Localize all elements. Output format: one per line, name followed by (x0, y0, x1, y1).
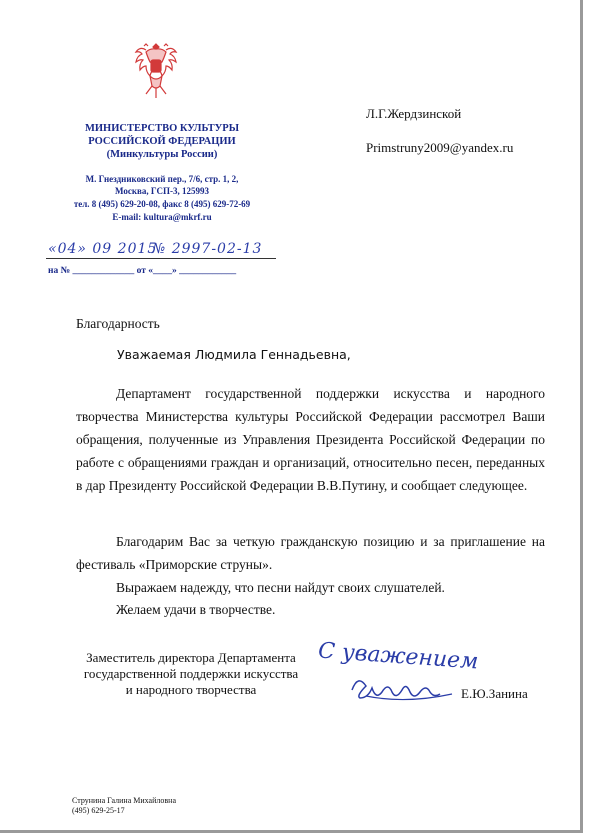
letter-date: «04» 09 2015 (48, 241, 158, 257)
signer-title-line1: Заместитель директора Департамента (86, 650, 296, 665)
ministry-phone-fax: тел. 8 (495) 629-20-08, факс 8 (495) 629-72-69 (73, 199, 251, 209)
salutation: Уважаемая Людмила Геннадьевна, (117, 347, 351, 362)
handwritten-regards: С уважением (317, 638, 480, 675)
executor-name: Струнина Галина Михайловна (72, 796, 176, 805)
executor-phone: (495) 629-25-17 (72, 806, 125, 815)
date-underline (46, 258, 276, 259)
executor-info (72, 796, 176, 816)
ministry-name-line2: РОССИЙСКОЙ ФЕДЕРАЦИИ (88, 136, 236, 147)
coat-of-arms-icon (132, 40, 180, 102)
reference-line: на № _____________ от «____» ____________ (48, 266, 237, 276)
ministry-email: E-mail: kultura@mkrf.ru (112, 212, 212, 222)
ministry-address-line1: М. Гнездниковский пер., 7/6, стр. 1, 2, (85, 174, 239, 184)
paragraph-2: Благодарим Вас за четкую гражданскую позицию и за приглашение на фестиваль «Приморские струны». (76, 534, 545, 572)
signer-title (76, 650, 306, 698)
paragraph-1: Департамент государственной поддержки искусства и народного творчества Министерства культуры Российской Федерации рассмотрел Ваши обращения, полученные из Управления Президента Российской Федерации по работе с обращениями граждан и организаций, относительно песен, переданных в дар Президенту Российской Федерации В.В.Путину, и сообщает следующее. (76, 386, 545, 493)
signer-title-line3: и народного творчества (125, 682, 257, 697)
letter-subject: Благодарность (76, 316, 160, 331)
paragraph-3: Выражаем надежду, что песни найдут своих слушателей. (116, 580, 445, 595)
ministry-name-line1: МИНИСТЕРСТВО КУЛЬТУРЫ (84, 123, 240, 134)
recipient-email: Primstruny2009@yandex.ru (366, 140, 514, 155)
ministry-short-name: (Минкультуры России) (106, 149, 218, 160)
signature-scribble-icon (346, 668, 456, 704)
signer-name: Е.Ю.Занина (461, 686, 528, 701)
signer-title-line2: государственной поддержки искусства (83, 666, 299, 681)
ministry-address-line2: Москва, ГСП-3, 125993 (114, 186, 210, 196)
recipient-name: Л.Г.Жердзинской (366, 106, 462, 121)
paragraph-4: Желаем удачи в творчестве. (116, 602, 276, 617)
letter-number: № 2997-02-13 (152, 241, 263, 257)
